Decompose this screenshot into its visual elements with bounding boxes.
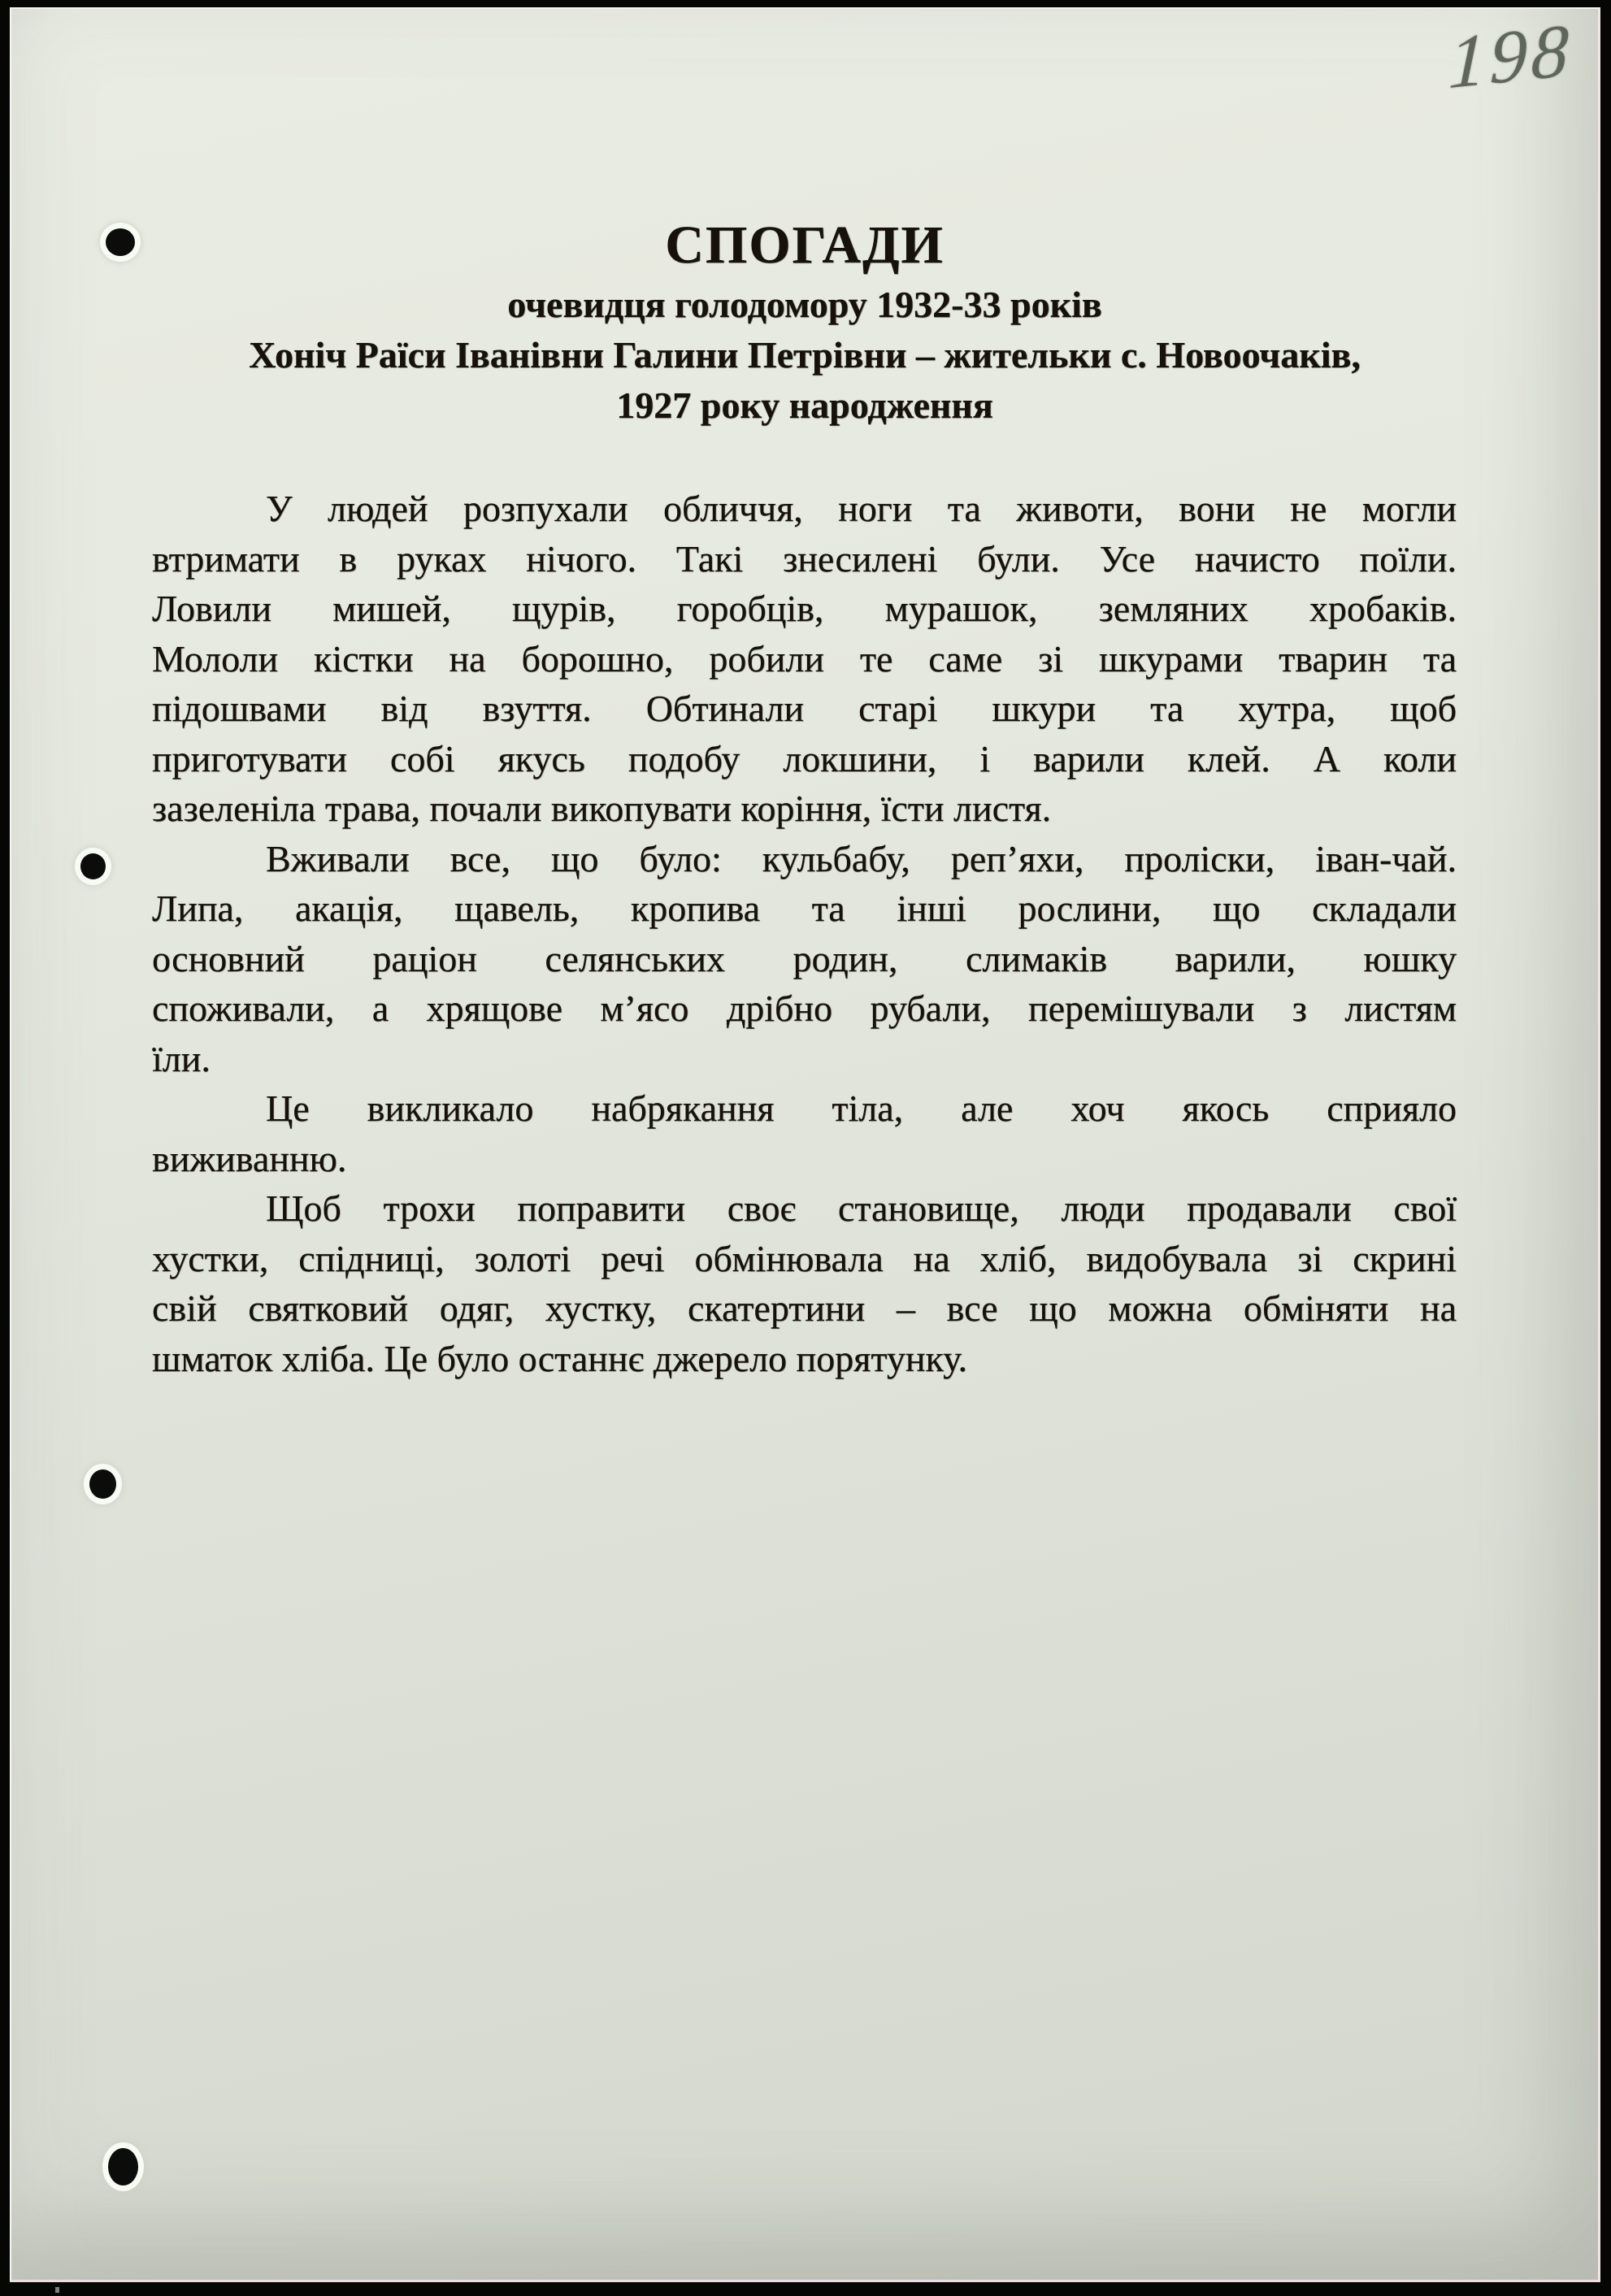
- text-line: Липа, акація, щавель, кропива та інші рослини, що складали: [152, 888, 1457, 929]
- subtitle-line: Хоніч Раїси Іванівни Галини Петрівни – жительки с. Новоочаків,: [249, 334, 1361, 375]
- text-line: Вживали все, що було: кульбабу, реп’яхи, проліски, іван-чай.: [266, 837, 1457, 879]
- text-line: Мололи кістки на борошно, робили те саме зі шкурами тварин та: [152, 637, 1457, 679]
- text-line: свій святковий одяг, хустку, скатертини – все що можна обміняти на: [152, 1287, 1457, 1329]
- text-line: хустки, спідниці, золоті речі обмінювала на хліб, видобувала зі скрині: [152, 1237, 1457, 1279]
- document-page: [10, 7, 1600, 2282]
- text-line: підошвами від взуття. Обтинали старі шкури та хутра, щоб: [152, 688, 1457, 729]
- text-line: зазеленіла трава, почали викопувати коріння, їсти листя.: [152, 788, 1052, 829]
- text-line: У людей розпухали обличчя, ноги та животи, вони не могли: [266, 488, 1457, 529]
- text-line: шматок хліба. Це було останнє джерело порятунку.: [152, 1337, 968, 1379]
- body-text: [152, 484, 1457, 1383]
- text-line: втримати в руках нічого. Такі знесилені були. Усе начисто поїли.: [152, 537, 1457, 579]
- document-subtitle: [11, 280, 1598, 431]
- punch-hole: [80, 853, 106, 879]
- text-line: їли.: [152, 1037, 211, 1079]
- text-line: Це викликало набрякання тіла, але хоч якось сприяло: [266, 1087, 1457, 1129]
- text-line: приготувати собі якусь подобу локшини, і варили клей. А коли: [152, 737, 1457, 779]
- text-line: споживали, а хрящове м’ясо дрібно рубали, перемішували з листям: [152, 987, 1457, 1029]
- text-line: основний раціон селянських родин, слимаків варили, юшку: [152, 937, 1457, 979]
- subtitle-line: 1927 року народження: [616, 384, 993, 426]
- scan-edge-artifact: [55, 2287, 59, 2293]
- punch-hole: [89, 1469, 116, 1499]
- text-line: Щоб трохи поправити своє становище, люди продавали свої: [266, 1187, 1457, 1229]
- handwritten-page-number: 198: [1447, 7, 1574, 105]
- text-line: Ловили мишей, щурів, горобців, мурашок, земляних хробаків.: [152, 588, 1457, 629]
- text-line: виживанню.: [152, 1137, 347, 1179]
- document-title: СПОГАДИ: [665, 215, 944, 275]
- punch-hole: [108, 2148, 138, 2185]
- subtitle-line: очевидця голодомору 1932-33 років: [507, 284, 1102, 325]
